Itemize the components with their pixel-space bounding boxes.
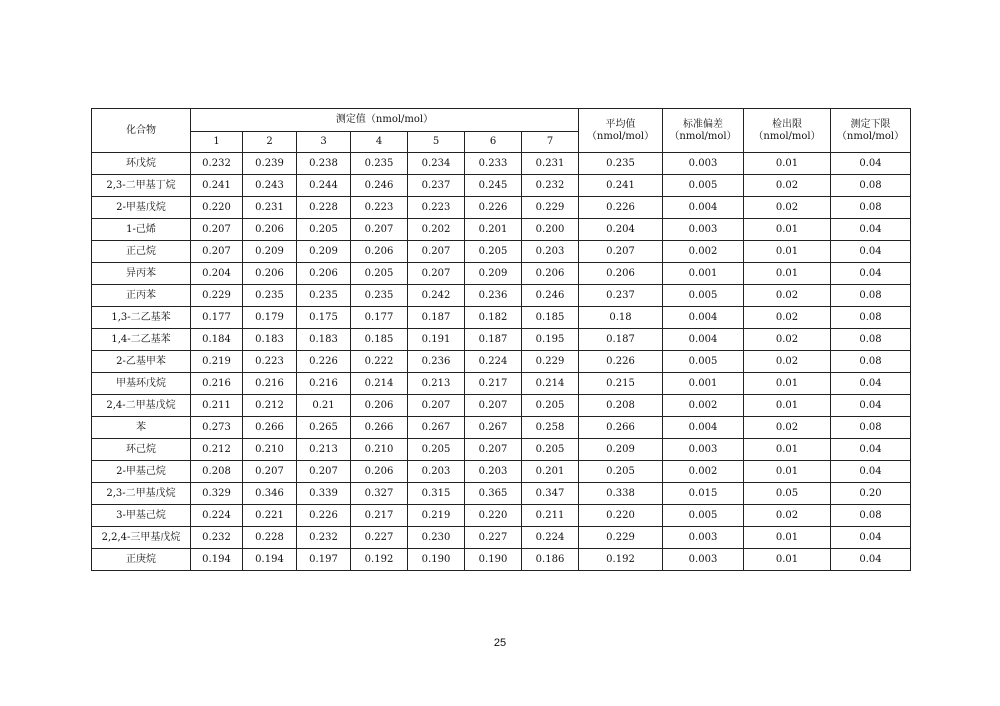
mean-cell: 0.338	[579, 483, 663, 505]
measured-value-cell: 0.226	[297, 351, 351, 373]
table-row	[92, 285, 911, 307]
measured-value-cell: 0.315	[408, 483, 465, 505]
loq-cell: 0.08	[831, 417, 911, 439]
measured-value-cell: 0.197	[297, 549, 351, 571]
measured-value-cell: 0.244	[297, 175, 351, 197]
lod-cell: 0.02	[744, 175, 831, 197]
measured-value-cell: 0.190	[408, 549, 465, 571]
compound-name-cell: 1-己烯	[92, 219, 191, 241]
measured-value-cell: 0.235	[351, 153, 408, 175]
measured-value-cell: 0.210	[351, 439, 408, 461]
mean-cell: 0.209	[579, 439, 663, 461]
run-number-header: 2	[243, 132, 297, 153]
measured-value-cell: 0.207	[243, 461, 297, 483]
measured-value-cell: 0.191	[408, 329, 465, 351]
measured-value-cell: 0.230	[408, 527, 465, 549]
lod-cell: 0.01	[744, 153, 831, 175]
lod-cell: 0.02	[744, 285, 831, 307]
lod-header	[744, 109, 831, 153]
loq-cell: 0.04	[831, 527, 911, 549]
measured-value-cell: 0.194	[191, 549, 243, 571]
measured-value-cell: 0.195	[522, 329, 579, 351]
measured-value-cell: 0.207	[191, 241, 243, 263]
measured-value-cell: 0.273	[191, 417, 243, 439]
measured-value-cell: 0.205	[408, 439, 465, 461]
loq-cell: 0.08	[831, 307, 911, 329]
measured-value-cell: 0.226	[297, 505, 351, 527]
compound-name-cell: 环己烷	[92, 439, 191, 461]
measured-value-cell: 0.222	[351, 351, 408, 373]
measured-value-cell: 0.211	[522, 505, 579, 527]
mean-header	[579, 109, 663, 153]
measured-value-cell: 0.206	[351, 395, 408, 417]
mean-cell: 0.241	[579, 175, 663, 197]
measured-value-cell: 0.241	[191, 175, 243, 197]
lod-cell: 0.01	[744, 263, 831, 285]
measured-value-cell: 0.207	[408, 241, 465, 263]
measured-value-cell: 0.203	[522, 241, 579, 263]
measured-value-cell: 0.187	[408, 307, 465, 329]
measured-value-cell: 0.236	[408, 351, 465, 373]
measured-value-cell: 0.223	[408, 197, 465, 219]
measured-value-cell: 0.21	[297, 395, 351, 417]
lod-cell: 0.01	[744, 461, 831, 483]
measured-value-cell: 0.187	[465, 329, 522, 351]
table-header	[92, 109, 911, 153]
table-row	[92, 263, 911, 285]
lod-cell: 0.02	[744, 351, 831, 373]
sd-header	[663, 109, 744, 153]
table-row	[92, 373, 911, 395]
compound-name-cell: 环戊烷	[92, 153, 191, 175]
sd-cell: 0.002	[663, 461, 744, 483]
table-body	[92, 153, 911, 571]
loq-cell: 0.04	[831, 549, 911, 571]
sd-cell: 0.001	[663, 373, 744, 395]
measured-value-cell: 0.190	[465, 549, 522, 571]
measured-value-cell: 0.224	[465, 351, 522, 373]
page-number: 25	[493, 637, 507, 649]
measured-value-cell: 0.229	[522, 197, 579, 219]
measured-value-cell: 0.219	[408, 505, 465, 527]
measured-value-cell: 0.177	[351, 307, 408, 329]
measured-value-cell: 0.205	[522, 395, 579, 417]
loq-cell: 0.08	[831, 351, 911, 373]
measured-value-cell: 0.207	[191, 219, 243, 241]
table-row	[92, 153, 911, 175]
measured-value-cell: 0.192	[351, 549, 408, 571]
measured-value-cell: 0.329	[191, 483, 243, 505]
measured-value-cell: 0.235	[297, 285, 351, 307]
measured-value-cell: 0.258	[522, 417, 579, 439]
measured-value-cell: 0.227	[465, 527, 522, 549]
mean-cell: 0.266	[579, 417, 663, 439]
measured-value-cell: 0.206	[351, 241, 408, 263]
run-number-header: 6	[465, 132, 522, 153]
sd-cell: 0.003	[663, 219, 744, 241]
measured-value-cell: 0.201	[465, 219, 522, 241]
measured-value-cell: 0.213	[297, 439, 351, 461]
measured-value-cell: 0.232	[191, 527, 243, 549]
measured-value-cell: 0.229	[522, 351, 579, 373]
sd-cell: 0.015	[663, 483, 744, 505]
measured-value-cell: 0.238	[297, 153, 351, 175]
measured-value-cell: 0.267	[408, 417, 465, 439]
measured-value-cell: 0.211	[191, 395, 243, 417]
measured-value-cell: 0.184	[191, 329, 243, 351]
measured-value-cell: 0.209	[465, 263, 522, 285]
measured-value-cell: 0.220	[191, 197, 243, 219]
measured-value-cell: 0.217	[465, 373, 522, 395]
lod-cell: 0.01	[744, 219, 831, 241]
measured-value-cell: 0.212	[243, 395, 297, 417]
sd-cell: 0.003	[663, 549, 744, 571]
measured-value-cell: 0.327	[351, 483, 408, 505]
measured-value-cell: 0.205	[522, 439, 579, 461]
loq-cell: 0.04	[831, 241, 911, 263]
compound-name-cell: 2-甲基己烷	[92, 461, 191, 483]
measured-value-cell: 0.246	[351, 175, 408, 197]
loq-cell: 0.08	[831, 175, 911, 197]
measured-value-cell: 0.186	[522, 549, 579, 571]
sd-cell: 0.005	[663, 175, 744, 197]
measured-value-cell: 0.232	[522, 175, 579, 197]
lod-cell: 0.02	[744, 329, 831, 351]
measured-value-cell: 0.221	[243, 505, 297, 527]
table-row	[92, 549, 911, 571]
measured-value-cell: 0.219	[191, 351, 243, 373]
sd-cell: 0.001	[663, 263, 744, 285]
measured-value-cell: 0.207	[408, 395, 465, 417]
measured-value-cell: 0.224	[522, 527, 579, 549]
table-row	[92, 417, 911, 439]
loq-cell: 0.08	[831, 505, 911, 527]
measured-value-cell: 0.210	[243, 439, 297, 461]
compound-name-cell: 甲基环戊烷	[92, 373, 191, 395]
measured-value-cell: 0.212	[191, 439, 243, 461]
measured-values-header: 测定值（nmol/mol）	[191, 109, 579, 132]
sd-cell: 0.002	[663, 241, 744, 263]
run-number-header: 7	[522, 132, 579, 153]
loq-cell: 0.04	[831, 153, 911, 175]
measured-value-cell: 0.265	[297, 417, 351, 439]
mean-cell: 0.207	[579, 241, 663, 263]
lod-cell: 0.01	[744, 395, 831, 417]
sd-cell: 0.003	[663, 153, 744, 175]
run-number-header: 3	[297, 132, 351, 153]
measured-value-cell: 0.206	[297, 263, 351, 285]
measured-value-cell: 0.179	[243, 307, 297, 329]
run-number-header: 5	[408, 132, 465, 153]
loq-cell: 0.04	[831, 373, 911, 395]
measurement-table	[91, 108, 911, 571]
table-row	[92, 351, 911, 373]
measured-value-cell: 0.245	[465, 175, 522, 197]
measured-value-cell: 0.185	[522, 307, 579, 329]
mean-cell: 0.18	[579, 307, 663, 329]
mean-cell: 0.237	[579, 285, 663, 307]
mean-cell: 0.215	[579, 373, 663, 395]
loq-cell: 0.04	[831, 439, 911, 461]
measured-value-cell: 0.205	[351, 263, 408, 285]
measured-value-cell: 0.206	[351, 461, 408, 483]
lod-cell: 0.02	[744, 197, 831, 219]
compound-name-cell: 异丙苯	[92, 263, 191, 285]
measured-value-cell: 0.232	[191, 153, 243, 175]
loq-header-label: 测定下限	[850, 118, 891, 130]
compound-name-cell: 2,4-二甲基戊烷	[92, 395, 191, 417]
loq-cell: 0.04	[831, 395, 911, 417]
measured-value-cell: 0.207	[465, 439, 522, 461]
loq-cell: 0.08	[831, 285, 911, 307]
lod-cell: 0.01	[744, 241, 831, 263]
measured-value-cell: 0.365	[465, 483, 522, 505]
measured-value-cell: 0.207	[408, 263, 465, 285]
sd-cell: 0.005	[663, 285, 744, 307]
loq-header	[831, 109, 911, 153]
measured-value-cell: 0.209	[243, 241, 297, 263]
table-row	[92, 527, 911, 549]
mean-cell: 0.204	[579, 219, 663, 241]
measured-value-cell: 0.202	[408, 219, 465, 241]
measured-value-cell: 0.204	[191, 263, 243, 285]
measured-value-cell: 0.208	[191, 461, 243, 483]
measured-value-cell: 0.185	[351, 329, 408, 351]
measured-value-cell: 0.205	[465, 241, 522, 263]
measured-value-cell: 0.226	[465, 197, 522, 219]
measured-value-cell: 0.183	[243, 329, 297, 351]
compound-name-cell: 正丙苯	[92, 285, 191, 307]
measured-value-cell: 0.214	[351, 373, 408, 395]
lod-cell: 0.02	[744, 307, 831, 329]
measured-value-cell: 0.227	[351, 527, 408, 549]
measured-value-cell: 0.229	[191, 285, 243, 307]
measured-value-cell: 0.235	[351, 285, 408, 307]
compound-name-cell: 1,4-二乙基苯	[92, 329, 191, 351]
compound-name-cell: 2,2,4-三甲基戊烷	[92, 527, 191, 549]
sd-cell: 0.005	[663, 505, 744, 527]
mean-cell: 0.235	[579, 153, 663, 175]
measured-value-cell: 0.236	[465, 285, 522, 307]
measured-value-cell: 0.217	[351, 505, 408, 527]
compound-name-cell: 2,3-二甲基丁烷	[92, 175, 191, 197]
measured-value-cell: 0.216	[297, 373, 351, 395]
measured-value-cell: 0.237	[408, 175, 465, 197]
mean-cell: 0.226	[579, 351, 663, 373]
sd-cell: 0.004	[663, 329, 744, 351]
compound-name-cell: 1,3-二乙基苯	[92, 307, 191, 329]
lod-cell: 0.02	[744, 417, 831, 439]
lod-cell: 0.02	[744, 505, 831, 527]
measured-value-cell: 0.203	[408, 461, 465, 483]
measured-value-cell: 0.206	[243, 219, 297, 241]
sd-cell: 0.003	[663, 527, 744, 549]
sd-cell: 0.004	[663, 307, 744, 329]
loq-cell: 0.20	[831, 483, 911, 505]
run-number-header: 1	[191, 132, 243, 153]
sd-header-label: 标准偏差	[683, 118, 723, 130]
compound-name-cell: 苯	[92, 417, 191, 439]
measured-value-cell: 0.207	[297, 461, 351, 483]
measured-value-cell: 0.201	[522, 461, 579, 483]
loq-cell: 0.04	[831, 461, 911, 483]
measured-value-cell: 0.200	[522, 219, 579, 241]
measured-value-cell: 0.205	[297, 219, 351, 241]
measured-value-cell: 0.233	[465, 153, 522, 175]
loq-header-unit: （nmol/mol）	[836, 130, 905, 142]
table-row	[92, 483, 911, 505]
measured-value-cell: 0.266	[243, 417, 297, 439]
measured-value-cell: 0.220	[465, 505, 522, 527]
sd-cell: 0.002	[663, 395, 744, 417]
compound-name-cell: 3-甲基己烷	[92, 505, 191, 527]
measured-value-cell: 0.266	[351, 417, 408, 439]
measured-value-cell: 0.177	[191, 307, 243, 329]
sd-cell: 0.004	[663, 197, 744, 219]
measured-value-cell: 0.207	[351, 219, 408, 241]
compound-name-cell: 2-乙基甲苯	[92, 351, 191, 373]
measured-value-cell: 0.209	[297, 241, 351, 263]
measured-value-cell: 0.183	[297, 329, 351, 351]
table-row	[92, 241, 911, 263]
measured-value-cell: 0.228	[243, 527, 297, 549]
sd-cell: 0.004	[663, 417, 744, 439]
table-row	[92, 329, 911, 351]
measured-value-cell: 0.239	[243, 153, 297, 175]
measured-value-cell: 0.267	[465, 417, 522, 439]
compound-name-cell: 正庚烷	[92, 549, 191, 571]
lod-header-label: 检出限	[772, 118, 802, 130]
measured-value-cell: 0.339	[297, 483, 351, 505]
mean-cell: 0.192	[579, 549, 663, 571]
measured-value-cell: 0.231	[243, 197, 297, 219]
measured-value-cell: 0.234	[408, 153, 465, 175]
measured-value-cell: 0.347	[522, 483, 579, 505]
compound-name-cell: 正己烷	[92, 241, 191, 263]
lod-cell: 0.01	[744, 549, 831, 571]
loq-cell: 0.08	[831, 329, 911, 351]
sd-header-unit: （nmol/mol）	[669, 130, 737, 142]
table-row	[92, 219, 911, 241]
sd-cell: 0.005	[663, 351, 744, 373]
mean-cell: 0.205	[579, 461, 663, 483]
measured-value-cell: 0.242	[408, 285, 465, 307]
measured-value-cell: 0.207	[465, 395, 522, 417]
measured-value-cell: 0.246	[522, 285, 579, 307]
table-row	[92, 307, 911, 329]
loq-cell: 0.08	[831, 197, 911, 219]
sd-cell: 0.003	[663, 439, 744, 461]
measured-value-cell: 0.175	[297, 307, 351, 329]
mean-header-unit: （nmol/mol）	[586, 130, 655, 142]
lod-cell: 0.01	[744, 527, 831, 549]
measured-value-cell: 0.231	[522, 153, 579, 175]
compound-name-cell: 2,3-二甲基戊烷	[92, 483, 191, 505]
mean-header-label: 平均值	[605, 118, 636, 130]
run-number-header: 4	[351, 132, 408, 153]
measured-value-cell: 0.203	[465, 461, 522, 483]
measured-value-cell: 0.228	[297, 197, 351, 219]
lod-header-unit: （nmol/mol）	[753, 130, 821, 142]
table-row	[92, 175, 911, 197]
lod-cell: 0.01	[744, 373, 831, 395]
measured-value-cell: 0.182	[465, 307, 522, 329]
lod-cell: 0.01	[744, 439, 831, 461]
measured-value-cell: 0.206	[243, 263, 297, 285]
measured-value-cell: 0.232	[297, 527, 351, 549]
measured-value-cell: 0.213	[408, 373, 465, 395]
mean-cell: 0.206	[579, 263, 663, 285]
mean-cell: 0.208	[579, 395, 663, 417]
loq-cell: 0.04	[831, 219, 911, 241]
table-row	[92, 197, 911, 219]
measured-value-cell: 0.206	[522, 263, 579, 285]
mean-cell: 0.220	[579, 505, 663, 527]
mean-cell: 0.229	[579, 527, 663, 549]
measured-value-cell: 0.216	[191, 373, 243, 395]
measured-value-cell: 0.224	[191, 505, 243, 527]
measured-value-cell: 0.346	[243, 483, 297, 505]
compound-name-cell: 2-甲基戊烷	[92, 197, 191, 219]
measured-value-cell: 0.214	[522, 373, 579, 395]
loq-cell: 0.04	[831, 263, 911, 285]
measured-value-cell: 0.194	[243, 549, 297, 571]
measured-value-cell: 0.235	[243, 285, 297, 307]
mean-cell: 0.187	[579, 329, 663, 351]
measured-value-cell: 0.223	[243, 351, 297, 373]
measured-value-cell: 0.223	[351, 197, 408, 219]
compound-header: 化合物	[92, 109, 191, 153]
lod-cell: 0.05	[744, 483, 831, 505]
table-row	[92, 439, 911, 461]
table-row	[92, 461, 911, 483]
measured-value-cell: 0.216	[243, 373, 297, 395]
mean-cell: 0.226	[579, 197, 663, 219]
table-row	[92, 505, 911, 527]
table-row	[92, 395, 911, 417]
measured-value-cell: 0.243	[243, 175, 297, 197]
